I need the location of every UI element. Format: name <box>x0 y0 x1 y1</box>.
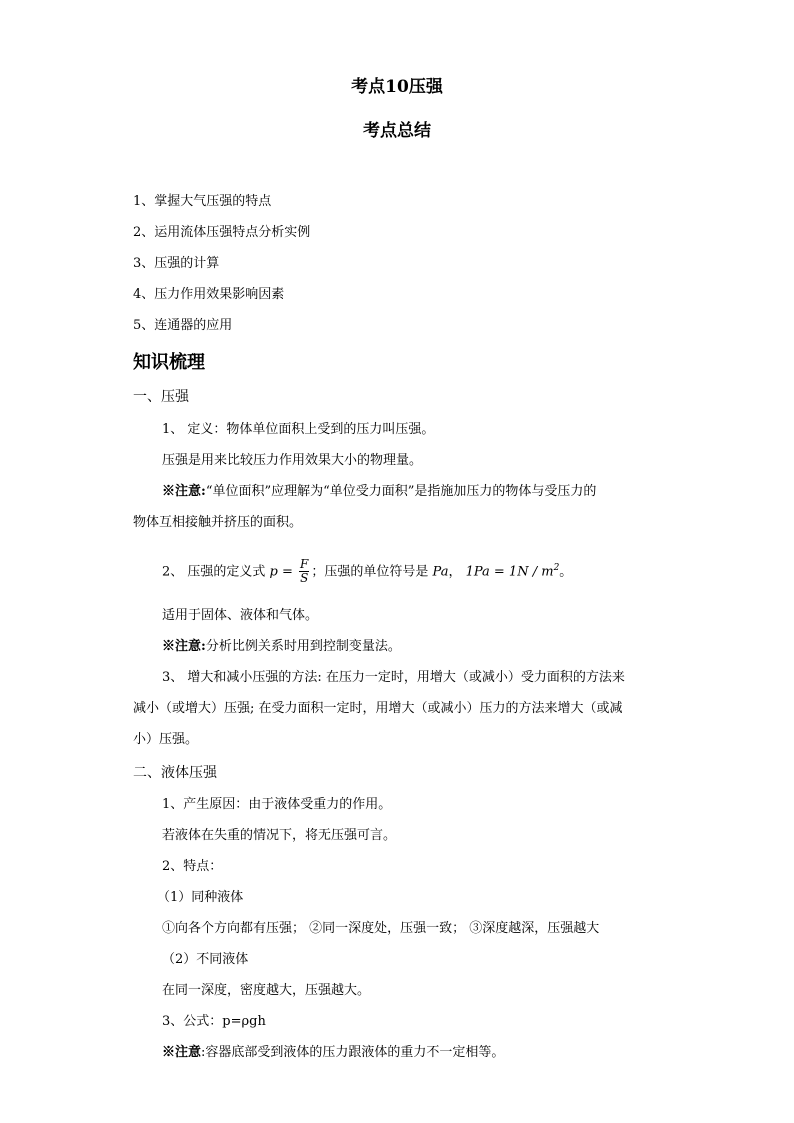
summary-item-1: 1、掌握大气压强的特点 <box>133 194 272 209</box>
page-subtitle: 考点总结 <box>363 121 431 141</box>
formula-fraction <box>299 558 309 585</box>
different-liquid-point: 在同一深度，密度越大，压强越大。 <box>162 983 371 998</box>
summary-item-2: 2、运用流体压强特点分析实例 <box>133 225 311 240</box>
note-3 <box>162 1044 504 1062</box>
different-liquid: （2）不同液体 <box>162 952 249 967</box>
unit-exponent: 2 <box>553 563 560 573</box>
note-1-line-2: 物体互相接触并挤压的面积。 <box>133 515 303 530</box>
method-line-2: 减小（或增大）压强; 在受力面积一定时，用增大（或减小）压力的方法来增大（或减 <box>133 701 623 716</box>
formula-period: 。 <box>559 564 573 580</box>
section2-heading: 二、液体压强 <box>133 765 217 781</box>
formula-unit-text: ；压强的单位符号是 <box>311 564 429 580</box>
formula-line: 2、 压强的定义式 p = $\frac{F}{S}$ ；压强的单位符号是 Pa， $1Pa = 1N / m^2$。 <box>162 557 573 586</box>
note-label: ※注意: <box>162 484 206 499</box>
liquid-weightless: 若液体在失重的情况下，将无压强可言。 <box>162 828 397 843</box>
note-label: ※注意 <box>162 1045 202 1060</box>
method-line-3: 小）压强。 <box>133 732 199 747</box>
knowledge-heading: 知识梳理 <box>133 352 205 373</box>
unit-symbol: Pa <box>432 564 449 580</box>
section1-heading: 一、压强 <box>133 389 189 405</box>
formula-p: p = <box>269 564 293 580</box>
applies-to: 适用于固体、液体和气体。 <box>162 608 319 623</box>
formula-prefix: 2、 压强的定义式 <box>162 564 266 580</box>
same-liquid-points: ①向各个方向都有压强； ②同一深度处，压强一致； ③深度越深，压强越大 <box>162 921 600 936</box>
note-2 <box>162 638 401 656</box>
method-line-1: 3、 增大和减小压强的方法: 在压力一定时，用增大（或减小）受力面积的方法来 <box>162 670 625 685</box>
note-text: “单位面积”应理解为“单位受力面积”是指施加压力的物体与受压力的 <box>205 484 597 499</box>
note-text: 分析比例关系时用到控制变量法。 <box>205 639 401 654</box>
summary-item-5: 5、连通器的应用 <box>133 318 233 333</box>
note-label: ※注意: <box>162 639 206 654</box>
liquid-cause: 1、产生原因：由于液体受重力的作用。 <box>162 797 392 812</box>
liquid-formula: 3、公式：p=ρgh <box>162 1014 266 1029</box>
note-text: :容器底部受到液体的压力跟液体的重力不一定相等。 <box>201 1045 505 1060</box>
same-liquid: （1）同种液体 <box>157 890 244 905</box>
summary-item-3: 3、压强的计算 <box>133 256 220 271</box>
unit-equation: 1Pa = 1N / m <box>465 564 554 580</box>
formula-denominator: S <box>300 571 309 586</box>
formula-numerator: F <box>300 557 309 572</box>
pressure-definition: 1、 定义：物体单位面积上受到的压力叫压强。 <box>162 422 435 437</box>
liquid-features: 2、特点： <box>162 859 223 874</box>
note-1-line-1 <box>162 483 596 501</box>
pressure-meaning: 压强是用来比较压力作用效果大小的物理量。 <box>162 453 423 468</box>
page-title: 考点10压强 <box>351 77 443 97</box>
summary-item-4: 4、压力作用效果影响因素 <box>133 287 285 302</box>
